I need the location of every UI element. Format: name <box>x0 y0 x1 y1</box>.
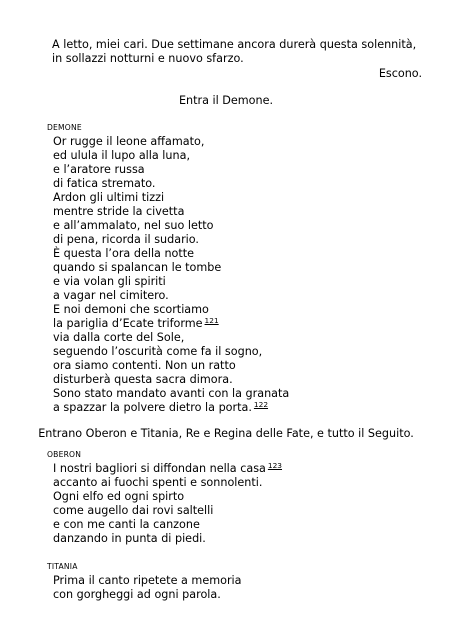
speaker-oberon: OBERON <box>47 450 82 459</box>
speaker-titania: TITANIA <box>47 562 78 571</box>
verse-line: Ardon gli ultimi tizzi <box>53 191 165 204</box>
verse-line: disturberà questa sacra dimora. <box>53 373 233 386</box>
verse-line: come augello dai rovi saltelli <box>53 504 214 517</box>
verse-line: Sono stato mandato avanti con la granata <box>53 387 290 400</box>
verse-line: ed ulula il lupo alla luna, <box>53 149 191 162</box>
verse-line: e l’aratore russa <box>53 163 145 176</box>
speaker-demone: DEMONE <box>47 123 82 132</box>
verse-line: via dalla corte del Sole, <box>53 331 185 344</box>
verse-line-with-note <box>53 462 282 476</box>
verse-line: e all’ammalato, nel suo letto <box>53 219 214 232</box>
stage-direction-enter-oberon-titania: Entrano Oberon e Titania, Re e Regina delle Fate, e tutto il Seguito. <box>38 427 414 440</box>
footnote-link-121[interactable]: 121 <box>204 316 219 325</box>
verse-line: a vagar nel cimitero. <box>53 289 169 302</box>
footnote-link-122[interactable]: 122 <box>253 400 269 409</box>
verse-line: E noi demoni che scortiamo <box>53 303 209 316</box>
verse-line-with-note <box>53 317 219 331</box>
verse-line: di fatica stremato. <box>53 177 156 190</box>
verse-line: seguendo l’oscurità come fa il sogno, <box>53 345 263 358</box>
verse-text: a spazzar la polvere dietro la porta. <box>53 401 252 414</box>
verse-line: È questa l’ora della notte <box>53 247 195 260</box>
verse-line: ora siamo contenti. Non un ratto <box>53 359 236 372</box>
stage-direction-enter-demone: Entra il Demone. <box>178 94 274 107</box>
verse-line: di pena, ricorda il sudario. <box>53 233 199 246</box>
verse-line: e via volan gli spiriti <box>53 275 166 288</box>
opening-line-2: in sollazzi notturni e nuovo sfarzo. <box>52 52 244 65</box>
verse-line: Ogni elfo ed ogni spirto <box>53 490 185 503</box>
verse-line: quando si spalancan le tombe <box>53 261 222 274</box>
opening-line-1: A letto, miei cari. Due settimane ancora durerà questa solennità, <box>52 38 417 51</box>
verse-line-with-note <box>53 401 268 415</box>
verse-line: Or rugge il leone affamato, <box>53 135 205 148</box>
footnote-link-123[interactable]: 123 <box>267 461 283 470</box>
verse-text: la pariglia d’Ecate triforme <box>53 317 203 330</box>
verse-line: accanto ai fuochi spenti e sonnolenti. <box>53 476 263 489</box>
verse-line: mentre stride la civetta <box>53 205 185 218</box>
verse-line: con gorgheggi ad ogni parola. <box>53 588 221 601</box>
verse-text: I nostri bagliori si diffondan nella casa <box>53 462 266 475</box>
verse-line: danzando in punta di piedi. <box>53 532 206 545</box>
exit-direction: Escono. <box>378 67 422 80</box>
verse-line: Prima il canto ripetete a memoria <box>53 574 242 587</box>
verse-line: e con me canti la canzone <box>53 518 200 531</box>
